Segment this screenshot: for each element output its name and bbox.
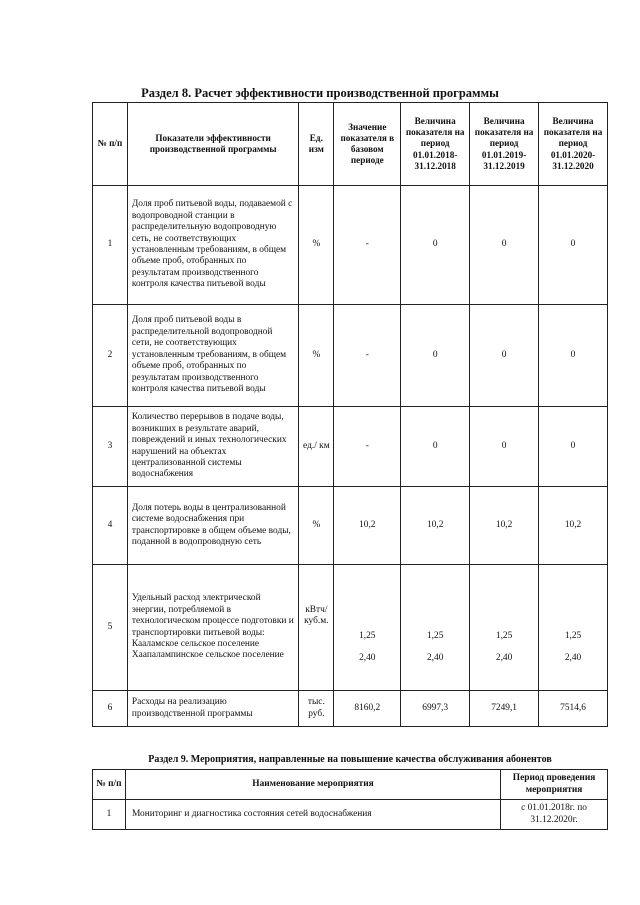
- header-2019: Величина показателя на период 01.01.2019-31.12.2019: [470, 103, 539, 186]
- row-period: с 01.01.2018г. по 31.12.2020г.: [501, 800, 608, 830]
- row-num: 4: [93, 487, 128, 565]
- header-2018: Величина показателя на период 01.01.2018-31.12.2018: [401, 103, 470, 186]
- row-description: Доля проб питьевой воды, подаваемой с водопроводной станции в распределительную водопроводную сеть, не соответствующих установленным требованиям, в общем объеме проб, отобранных по результатам производственного контроля качества питьевой воды: [127, 186, 298, 305]
- row-base-value: [334, 565, 401, 691]
- row-num: 5: [93, 565, 128, 691]
- row-base-value: -: [334, 407, 401, 487]
- row-value-2020: 0: [539, 186, 608, 305]
- row-measure-name: Мониторинг и диагностика состояния сетей водоснабжения: [125, 800, 500, 830]
- row-value-2019: [470, 565, 539, 691]
- value-haapalampi: 2,40: [359, 653, 376, 663]
- value-kaalam: 1,25: [564, 631, 582, 641]
- value-haapalampi: 2,40: [426, 653, 444, 663]
- row-subitem-haapalampi: Хаапалампинское сельское поселение: [131, 650, 284, 661]
- row-value-2019: 0: [470, 305, 539, 407]
- row-description: Количество перерывов в подаче воды, возникших в результате аварий, повреждений и иных технологических нарушений на объектах централизованной системы водоснабжения: [127, 407, 298, 487]
- table-header-row: [93, 770, 608, 800]
- row-value-2019: 0: [470, 186, 539, 305]
- row-value-2019: 10,2: [470, 487, 539, 565]
- row-value-2018: 0: [401, 186, 470, 305]
- row-value-2020: 0: [539, 407, 608, 487]
- header-measure-name: Наименование мероприятия: [125, 770, 500, 800]
- row-description-main: Удельный расход электрической энергии, потребляемой в технологическом процессе подготовки и транспортировки питьевой воды:: [131, 593, 294, 638]
- row-unit: %: [299, 186, 334, 305]
- measures-table: [92, 769, 608, 830]
- row-subitem-kaalam: Кааламское сельское поселение: [131, 638, 260, 649]
- row-unit: %: [299, 487, 334, 565]
- row-base-value: -: [334, 186, 401, 305]
- row-value-2020: 7514,6: [539, 691, 608, 727]
- row-value-2020: [539, 565, 608, 691]
- value-haapalampi: 2,40: [564, 653, 582, 663]
- row-value-2020: 0: [539, 305, 608, 407]
- row-unit: %: [299, 305, 334, 407]
- header-period: Период проведения мероприятия: [501, 770, 608, 800]
- row-num: 3: [93, 407, 128, 487]
- table-header-row: [93, 103, 608, 186]
- row-unit: ед./ км: [299, 407, 334, 487]
- row-base-value: 10,2: [334, 487, 401, 565]
- row-description: Доля потерь воды в централизованной системе водоснабжения при транспортировке в общем объеме воды, поданной в водопроводную сеть: [127, 487, 298, 565]
- table-row: [93, 186, 608, 305]
- row-base-value: -: [334, 305, 401, 407]
- row-value-2018: 6997,3: [401, 691, 470, 727]
- row-unit-text: кВтч/ куб.м.: [304, 605, 329, 627]
- section-8-title: Раздел 8. Расчет эффективности производственной программы: [141, 86, 499, 100]
- table-row: [93, 565, 608, 691]
- table-row: [93, 691, 608, 727]
- row-num: 1: [93, 186, 128, 305]
- row-unit: тыс. руб.: [299, 691, 334, 727]
- row-num: 6: [93, 691, 128, 727]
- row-description: [127, 565, 298, 691]
- row-num: 2: [93, 305, 128, 407]
- header-unit: Ед. изм: [299, 103, 334, 186]
- header-2020: Величина показателя на период 01.01.2020-31.12.2020: [539, 103, 608, 186]
- row-value-2020: 10,2: [539, 487, 608, 565]
- row-description: Расходы на реализацию производственной программы: [127, 691, 298, 727]
- row-description: Доля проб питьевой воды в распределительной водопроводной сети, не соответствующих установленным требованиям, в общем объеме проб, отобранных по результатам производственного контроля качества питьевой воды: [127, 305, 298, 407]
- table-row: [93, 407, 608, 487]
- header-indicator: Показатели эффективности производственной программы: [127, 103, 298, 186]
- table-row: [93, 305, 608, 407]
- value-haapalampi: 2,40: [495, 653, 513, 663]
- header-base: Значение показателя в базовом периоде: [334, 103, 401, 186]
- value-kaalam: 1,25: [426, 631, 444, 641]
- row-value-2019: 7249,1: [470, 691, 539, 727]
- efficiency-table: [92, 102, 608, 727]
- row-value-2018: [401, 565, 470, 691]
- table-row: [93, 487, 608, 565]
- row-value-2018: 10,2: [401, 487, 470, 565]
- header-num: № п/п: [93, 770, 126, 800]
- section-9-title: Раздел 9. Мероприятия, направленные на повышение качества обслуживания абонентов: [148, 754, 552, 765]
- row-base-value: 8160,2: [334, 691, 401, 727]
- row-value-2019: 0: [470, 407, 539, 487]
- header-num: № п/п: [93, 103, 128, 186]
- row-unit: [299, 565, 334, 691]
- row-value-2018: 0: [401, 407, 470, 487]
- row-value-2018: 0: [401, 305, 470, 407]
- value-kaalam: 1,25: [359, 631, 376, 641]
- table-row: [93, 800, 608, 830]
- value-kaalam: 1,25: [495, 631, 513, 641]
- row-num: 1: [93, 800, 126, 830]
